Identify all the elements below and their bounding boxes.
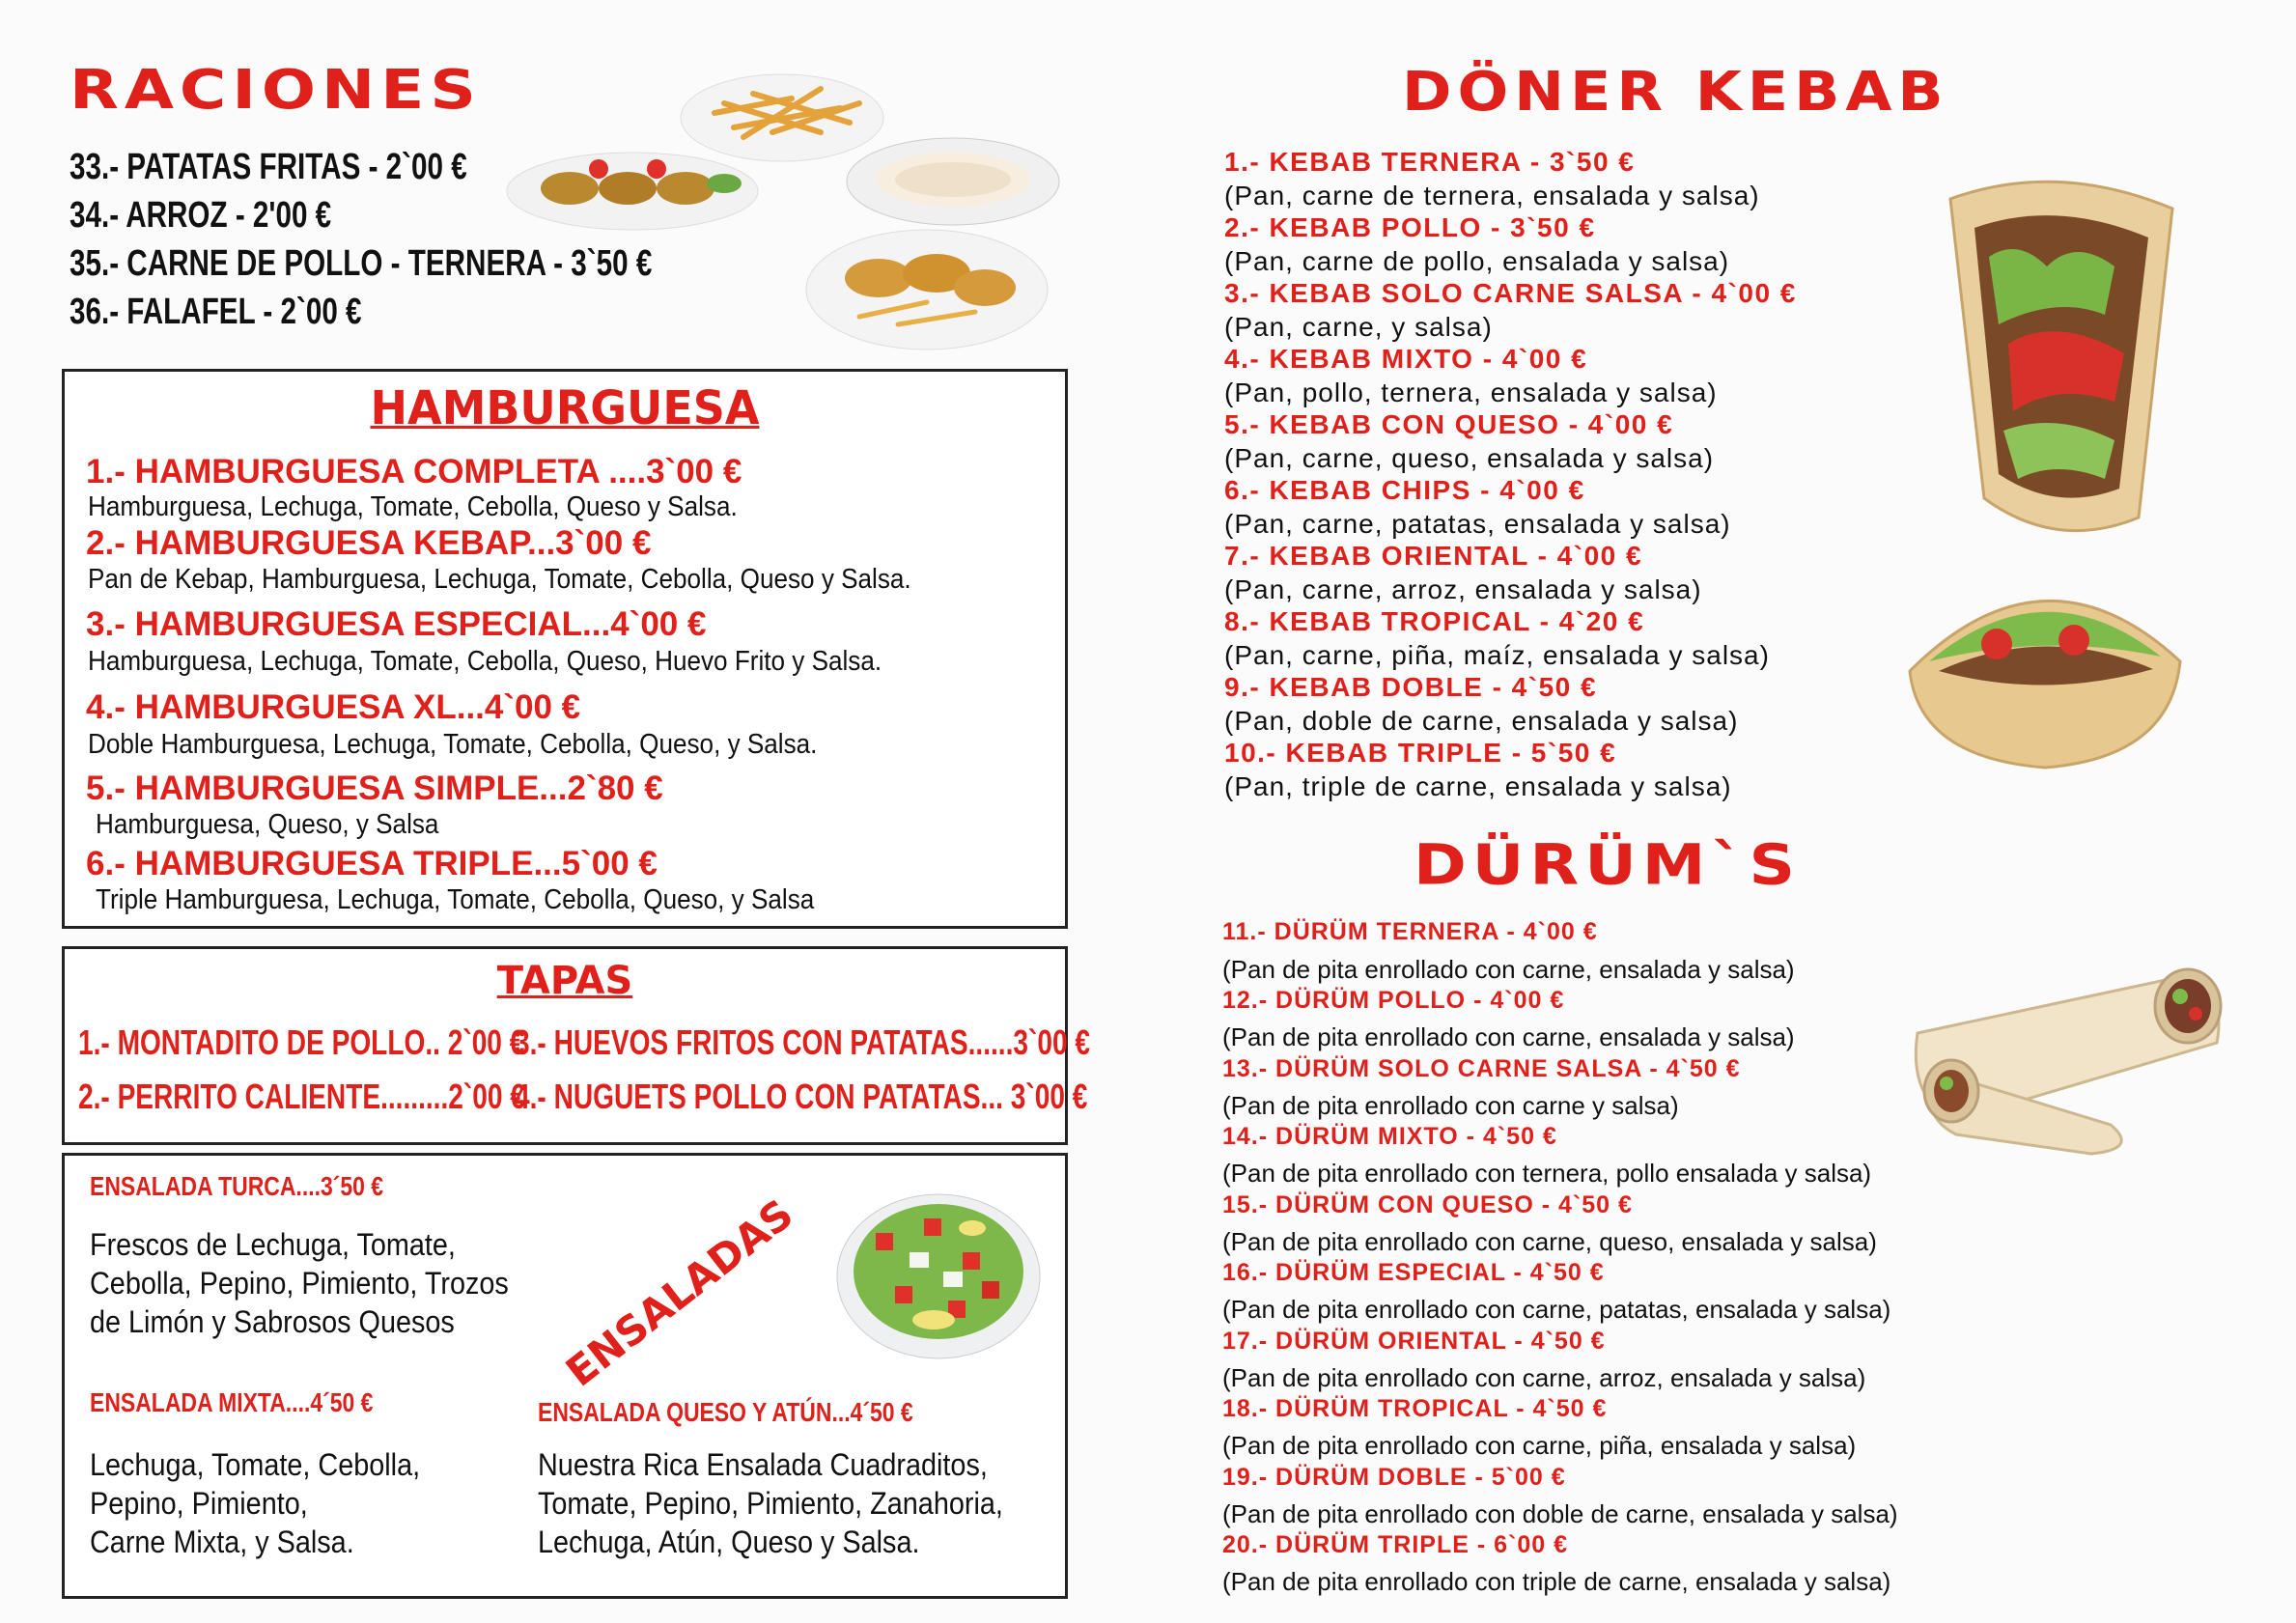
tapas-item: 1.- MONTADITO DE POLLO.. 2`00 € bbox=[78, 1022, 525, 1062]
raciones-item: 36.- FALAFEL - 2`00 € bbox=[70, 292, 362, 332]
doner-item-name: 2.- KEBAB POLLO - 3`50 € bbox=[1224, 212, 1596, 242]
tapas-title: TAPAS bbox=[496, 959, 633, 1003]
doner-title: DÖNER KEBAB bbox=[1402, 60, 1949, 124]
doner-item-name: 4.- KEBAB MIXTO - 4`00 € bbox=[1224, 344, 1588, 374]
salad-bowl-image bbox=[827, 1175, 1050, 1368]
ensalada-turca-name: ENSALADA TURCA....3´50 € bbox=[90, 1171, 384, 1201]
doner-item-desc: (Pan, carne, queso, ensalada y salsa) bbox=[1224, 443, 1715, 473]
durum-item-name: 11.- DÜRÜM TERNERA - 4`00 € bbox=[1222, 918, 1598, 945]
durum-item-name: 20.- DÜRÜM TRIPLE - 6`00 € bbox=[1222, 1531, 1569, 1558]
doner-item-name: 3.- KEBAB SOLO CARNE SALSA - 4`00 € bbox=[1224, 278, 1797, 308]
doner-item-name: 8.- KEBAB TROPICAL - 4`20 € bbox=[1224, 606, 1645, 636]
tapas-section bbox=[62, 946, 1091, 1145]
falafel-plate-image bbox=[502, 145, 763, 232]
durum-item-name: 16.- DÜRÜM ESPECIAL - 4`50 € bbox=[1222, 1259, 1605, 1286]
durum-item-desc: (Pan de pita enrollado con carne, piña, ensalada y salsa) bbox=[1222, 1431, 1857, 1460]
hamburguesa-item-name: 5.- HAMBURGUESA SIMPLE...2`80 € bbox=[86, 770, 663, 807]
hamburguesa-item-desc: Triple Hamburguesa, Lechuga, Tomate, Cebolla, Queso, y Salsa bbox=[96, 884, 815, 915]
hamburguesa-item-desc: Hamburguesa, Queso, y Salsa bbox=[96, 809, 439, 840]
doner-item-desc: (Pan, carne, piña, maíz, ensalada y salsa) bbox=[1224, 640, 1770, 670]
ensalada-turca-desc: Frescos de Lechuga, Tomate, Cebolla, Pepino, Pimiento, Trozos de Limón y Sabrosos Quesos bbox=[90, 1227, 509, 1339]
durum-item-desc: (Pan de pita enrollado con carne, ensalada y salsa) bbox=[1222, 1022, 1795, 1051]
durum-item-name: 14.- DÜRÜM MIXTO - 4`50 € bbox=[1222, 1123, 1557, 1150]
ensalada-mixta-desc: Lechuga, Tomate, Cebolla, Pepino, Pimiento, Carne Mixta, y Salsa. bbox=[90, 1447, 421, 1559]
doner-item-name: 1.- KEBAB TERNERA - 3`50 € bbox=[1224, 147, 1636, 177]
raciones-item: 35.- CARNE DE POLLO - TERNERA - 3`50 € bbox=[70, 243, 653, 284]
chicken-plate-image bbox=[801, 220, 1052, 355]
hamburguesa-item-desc: Hamburguesa, Lechuga, Tomate, Cebolla, Queso, Huevo Frito y Salsa. bbox=[88, 646, 882, 677]
doner-item-desc: (Pan, carne, patatas, ensalada y salsa) bbox=[1224, 509, 1731, 539]
ensalada-mixta-name: ENSALADA MIXTA....4´50 € bbox=[90, 1387, 374, 1417]
hamburguesa-item-desc: Doble Hamburguesa, Lechuga, Tomate, Cebolla, Queso, y Salsa. bbox=[88, 729, 818, 760]
durum-item-name: 13.- DÜRÜM SOLO CARNE SALSA - 4`50 € bbox=[1222, 1055, 1741, 1082]
raciones-item: 33.- PATATAS FRITAS - 2`00 € bbox=[70, 147, 467, 187]
doner-item-desc: (Pan, carne, arroz, ensalada y salsa) bbox=[1224, 574, 1702, 604]
doner-item-name: 9.- KEBAB DOBLE - 4`50 € bbox=[1224, 672, 1598, 702]
hamburguesa-item-name: 6.- HAMBURGUESA TRIPLE...5`00 € bbox=[86, 845, 658, 882]
tapas-item: 2.- PERRITO CALIENTE.........2`00 € bbox=[78, 1077, 525, 1116]
doner-item-desc: (Pan, triple de carne, ensalada y salsa) bbox=[1224, 771, 1732, 801]
raciones-title: RACIONES bbox=[70, 58, 482, 122]
durum-item-name: 17.- DÜRÜM ORIENTAL - 4`50 € bbox=[1222, 1328, 1606, 1355]
tapas-item: 4.- NUGUETS POLLO CON PATATAS... 3`00 € bbox=[515, 1077, 1088, 1116]
durum-wrap-image bbox=[1898, 956, 2236, 1159]
hamburguesa-item-name: 3.- HAMBURGUESA ESPECIAL...4`00 € bbox=[86, 605, 707, 643]
durum-item-name: 18.- DÜRÜM TROPICAL - 4`50 € bbox=[1222, 1395, 1608, 1422]
hamburguesa-item-name: 4.- HAMBURGUESA XL...4`00 € bbox=[86, 688, 581, 726]
doner-item-desc: (Pan, carne, y salsa) bbox=[1224, 312, 1493, 342]
doner-item-desc: (Pan, doble de carne, ensalada y salsa) bbox=[1224, 706, 1739, 736]
doner-item-name: 10.- KEBAB TRIPLE - 5`50 € bbox=[1224, 738, 1617, 768]
durum-item-desc: (Pan de pita enrollado con triple de carne, ensalada y salsa) bbox=[1222, 1567, 1891, 1596]
doner-item-name: 7.- KEBAB ORIENTAL - 4`00 € bbox=[1224, 541, 1643, 571]
doner-item-desc: (Pan, pollo, ternera, ensalada y salsa) bbox=[1224, 378, 1718, 407]
durum-item-desc: (Pan de pita enrollado con doble de carne, ensalada y salsa) bbox=[1222, 1499, 1898, 1528]
durum-item-desc: (Pan de pita enrollado con ternera, pollo ensalada y salsa) bbox=[1222, 1159, 1872, 1188]
raciones-item: 34.- ARROZ - 2'00 € bbox=[70, 195, 332, 236]
hamburguesa-item-name: 1.- HAMBURGUESA COMPLETA ....3`00 € bbox=[86, 453, 742, 490]
ensaladas-section bbox=[62, 1153, 1068, 1599]
durum-item-desc: (Pan de pita enrollado con carne, ensalada y salsa) bbox=[1222, 955, 1795, 984]
rice-plate-image bbox=[842, 133, 1064, 230]
doner-item-name: 6.- KEBAB CHIPS - 4`00 € bbox=[1224, 475, 1585, 505]
hamburguesa-section bbox=[62, 369, 1068, 929]
durum-item-desc: (Pan de pita enrollado con carne, arroz, ensalada y salsa) bbox=[1222, 1363, 1866, 1392]
doner-item-name: 5.- KEBAB CON QUESO - 4`00 € bbox=[1224, 409, 1674, 439]
durum-item-desc: (Pan de pita enrollado con carne, queso, ensalada y salsa) bbox=[1222, 1227, 1877, 1256]
doner-item-desc: (Pan, carne de pollo, ensalada y salsa) bbox=[1224, 246, 1730, 276]
hamburguesa-item-name: 2.- HAMBURGUESA KEBAP...3`00 € bbox=[86, 524, 652, 562]
durum-title: DÜRÜM`S bbox=[1414, 832, 1802, 898]
durum-item-desc: (Pan de pita enrollado con carne y salsa) bbox=[1222, 1091, 1679, 1120]
doner-item-desc: (Pan, carne de ternera, ensalada y salsa) bbox=[1224, 181, 1760, 210]
durum-item-name: 15.- DÜRÜM CON QUESO - 4`50 € bbox=[1222, 1191, 1633, 1218]
durum-item-desc: (Pan de pita enrollado con carne, patatas, ensalada y salsa) bbox=[1222, 1295, 1891, 1324]
kebab-sandwich-image bbox=[1931, 170, 2182, 537]
ensalada-queso-name: ENSALADA QUESO Y ATÚN...4´50 € bbox=[538, 1397, 913, 1427]
hamburguesa-item-desc: Pan de Kebap, Hamburguesa, Lechuga, Tomate, Cebolla, Queso y Salsa. bbox=[88, 564, 911, 595]
ensalada-queso-desc: Nuestra Rica Ensalada Cuadraditos, Tomate, Pepino, Pimiento, Zanahoria, Lechuga, Atún, Queso y Salsa. bbox=[538, 1447, 1003, 1559]
ensaladas-title: ENSALADAS bbox=[557, 1189, 802, 1396]
kebab-pita-image bbox=[1900, 555, 2190, 777]
hamburguesa-item-desc: Hamburguesa, Lechuga, Tomate, Cebolla, Queso y Salsa. bbox=[88, 491, 738, 522]
durum-item-name: 12.- DÜRÜM POLLO - 4`00 € bbox=[1222, 987, 1565, 1014]
durum-item-name: 19.- DÜRÜM DOBLE - 5`00 € bbox=[1222, 1464, 1566, 1491]
tapas-item: 3.- HUEVOS FRITOS CON PATATAS......3`00 € bbox=[515, 1022, 1091, 1062]
hamburguesa-title: HAMBURGUESA bbox=[370, 379, 760, 435]
